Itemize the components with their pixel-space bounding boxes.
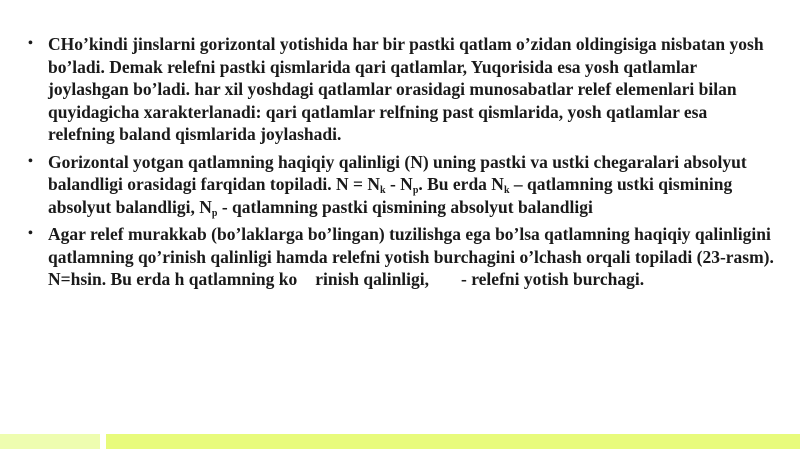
bullet-item-1 xyxy=(28,33,778,146)
slide-content xyxy=(28,33,778,296)
bullet-icon: • xyxy=(28,36,33,51)
bullet-text-1: CHo’kindi jinslarni gorizontal yotishida har bir pastki qatlam o’zidan oldingisiga nisbatan yosh bo’ladi. Demak relefni pastki qismlarida qari qatlamlar, Yuqorisida esa yosh qatlamlar joylashgan bo’ladi. har xil yoshdagi qatlamlar orasidagi munosabatlar relef elemenlari bilan quyidagicha xarakterlanadi: qari qatlamlar relfning past qismlarida, yosh qatlamlar esa relefning baland qismlarida joylashadi. xyxy=(48,34,764,144)
bullet-icon: • xyxy=(28,226,33,241)
footer-accent-bar xyxy=(106,434,800,449)
bullet-item-2 xyxy=(28,151,778,219)
subscript-k: k xyxy=(380,185,386,196)
footer-accent-bar-light xyxy=(0,434,100,449)
subscript-k: k xyxy=(503,185,510,196)
bullet-text-2e: - qatlamning pastki qismining absolyut balandligi xyxy=(217,196,593,217)
bullet-icon: • xyxy=(28,153,33,169)
bullet-list xyxy=(28,33,778,291)
bullet-text-3a: Agar relef murakkab (bo’laklarga bo’lingan) tuzilishga ega bo’lsa qatlamning haqiqiy qalinligini qatlamning qo’rinish qalinligi hamda relefni yotish burchagini o’lchash orqali topiladi (23-rasm). N=hsin. Bu erda h qatlamning ko xyxy=(48,224,774,289)
bullet-text-2d: – qatlamning ustki qismining absolyut balandligi, N xyxy=(48,174,733,217)
subscript-p: p xyxy=(211,207,218,219)
bullet-text-2a: Gorizontal yotgan qatlamning haqiqiy qalinligi (N) uning pastki va ustki chegaralari absolyut balandligi orasidagi farqidan topiladi. N = N xyxy=(48,151,747,194)
bullet-item-3 xyxy=(28,223,778,291)
bullet-text-2b: - N xyxy=(385,174,413,194)
subscript-p: p xyxy=(412,185,419,196)
bullet-text-3b: rinish qalinligi, xyxy=(315,269,430,289)
bullet-text-3c: - relefni yotish burchagi. xyxy=(461,269,645,289)
bullet-text-2c: . Bu erda N xyxy=(418,174,504,194)
